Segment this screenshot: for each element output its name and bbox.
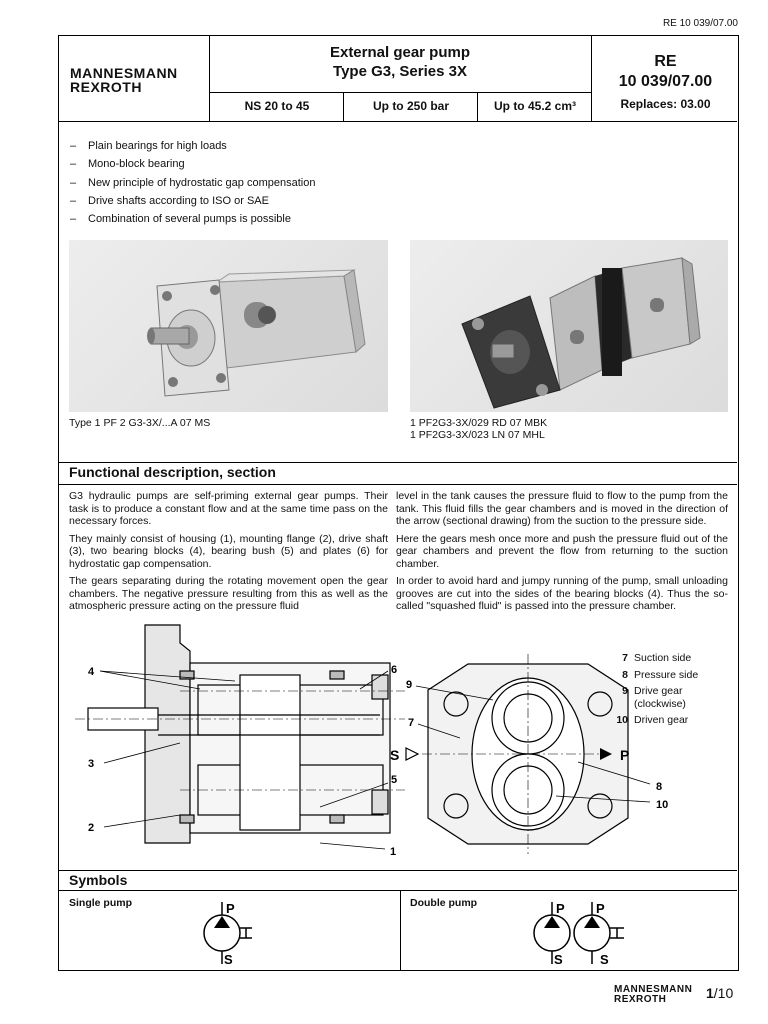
paragraph: In order to avoid hard and jumpy running of the pump, small unloading grooves are cut into the sides of the bearing blocks (4). Thus the so-called "squashed fluid" is passed into the pressure chamber. bbox=[396, 575, 728, 612]
brand-logo: MANNESMANN REXROTH bbox=[70, 65, 178, 95]
feature-item: – Mono-block bearing bbox=[70, 155, 315, 173]
callout-3: 3 bbox=[88, 758, 95, 770]
spec-size: NS 20 to 45 bbox=[244, 99, 310, 113]
feature-list bbox=[70, 137, 315, 228]
double-pump-symbol bbox=[520, 898, 640, 968]
double-pump-caption: 1 PF2G3-3X/029 RD 07 MBK 1 PF2G3-3X/023 LN 07 MHL bbox=[410, 417, 548, 441]
paragraph: level in the tank causes the pressure fluid to flow to the pump from the tank. This fluid fills the gear chambers and is moved in the direction of the arrow (sectional drawing) from the suction to the pressure side. bbox=[396, 490, 728, 527]
legend-item: 10 Driven gear bbox=[616, 714, 689, 726]
single-pump-photo bbox=[69, 240, 388, 412]
legend-item: 9 Drive gear (clockwise) bbox=[622, 685, 686, 710]
symbol-p: P bbox=[596, 901, 605, 916]
single-pump-image bbox=[69, 240, 388, 412]
symbol-p: P bbox=[226, 901, 235, 916]
paragraph: G3 hydraulic pumps are self-priming external gear pumps. Their task is to produce a constant flow and at the same time pass on the necessary forces. bbox=[69, 490, 388, 527]
symbol-s: S bbox=[600, 952, 609, 967]
callout-1: 1 bbox=[390, 846, 397, 858]
symbol-p: P bbox=[556, 901, 565, 916]
callout-8: 8 bbox=[656, 781, 663, 793]
callout-6: 6 bbox=[391, 664, 398, 676]
feature-item: – Drive shafts according to ISO or SAE bbox=[70, 192, 315, 210]
footer-logo: MANNESMANN REXROTH bbox=[614, 984, 693, 1005]
drawing-legend bbox=[612, 652, 732, 731]
pressure-label: P bbox=[620, 747, 630, 763]
re-number: RE 10 039/07.00 bbox=[618, 53, 713, 90]
symbol-s: S bbox=[554, 952, 563, 967]
callout-4: 4 bbox=[88, 666, 95, 678]
legend-item: 8 Pressure side bbox=[622, 668, 699, 681]
callout-10: 10 bbox=[656, 799, 669, 811]
callout-9: 9 bbox=[406, 679, 413, 691]
section-heading-functional: Functional description, section bbox=[69, 464, 276, 480]
page-number: 1/10 bbox=[706, 985, 734, 1001]
double-pump-photo bbox=[410, 240, 728, 412]
feature-item: – Plain bearings for high loads bbox=[70, 137, 315, 155]
single-pump-caption: Type 1 PF 2 G3-3X/...A 07 MS bbox=[69, 417, 211, 429]
spec-pressure: Up to 250 bar bbox=[372, 99, 450, 113]
functional-text-left bbox=[69, 490, 388, 618]
paragraph: Here the gears mesh once more and push the pressure fluid out of the gear chambers and prevent the flow from returning to the suction chamber. bbox=[396, 532, 728, 570]
single-pump-label: Single pump bbox=[69, 897, 132, 909]
suction-label: S bbox=[390, 747, 400, 763]
sectional-drawing bbox=[60, 615, 413, 865]
symbol-s: S bbox=[224, 952, 233, 967]
section-heading-symbols: Symbols bbox=[69, 872, 128, 888]
replaces-note: Replaces: 03.00 bbox=[620, 97, 711, 111]
document-reference: RE 10 039/07.00 bbox=[662, 18, 738, 29]
paragraph: The gears separating during the rotating movement open the gear chambers. The negative pressure resulting from this as well as the atmospheric pressure acting on the pressure fluid bbox=[69, 575, 388, 612]
callout-7: 7 bbox=[408, 717, 415, 729]
feature-item: – New principle of hydrostatic gap compensation bbox=[70, 174, 315, 192]
functional-text-right bbox=[396, 490, 728, 618]
double-pump-image bbox=[410, 240, 728, 412]
callout-5: 5 bbox=[391, 774, 398, 786]
paragraph: They mainly consist of housing (1), mounting flange (2), drive shaft (3), two bearing blocks (4), bearing bush (5) and plates (6) for hydrostatic gap compensation. bbox=[69, 532, 388, 570]
spec-displacement: Up to 45.2 cm³ bbox=[493, 99, 577, 113]
page-title: External gear pump Type G3, Series 3X bbox=[329, 44, 471, 80]
single-pump-symbol bbox=[190, 898, 260, 968]
feature-item: – Combination of several pumps is possible bbox=[70, 210, 315, 228]
callout-2: 2 bbox=[88, 822, 95, 834]
legend-item: 7 Suction side bbox=[622, 652, 692, 664]
double-pump-label: Double pump bbox=[410, 897, 478, 909]
